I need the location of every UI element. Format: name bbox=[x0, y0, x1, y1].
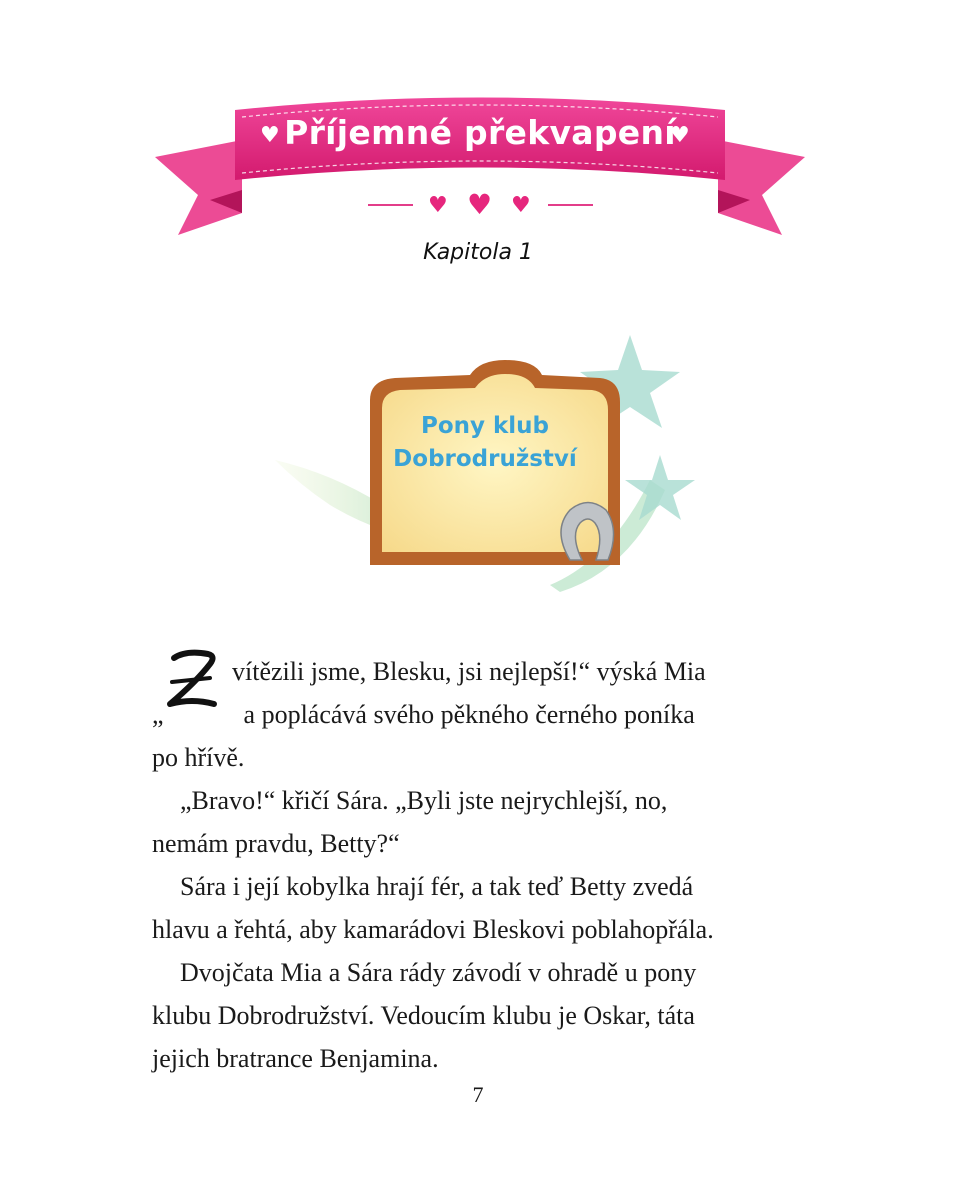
club-sign-illustration bbox=[270, 330, 710, 600]
paragraph-line: Sára i její kobylka hrají fér, a tak teď Betty zvedá bbox=[180, 872, 694, 901]
heart-icon: ♥ bbox=[467, 188, 493, 221]
paragraph-line: klubu Dobrodružství. Vedoucím klubu je Oskar, táta bbox=[152, 1001, 695, 1030]
chapter-label: Kapitola 1 bbox=[423, 240, 533, 265]
page-number: 7 bbox=[472, 1082, 484, 1107]
sign-line-1: Pony klub bbox=[420, 413, 550, 439]
chapter-title: Příjemné překvapení bbox=[284, 113, 676, 152]
paragraph-line: hlavu a řehtá, aby kamarádovi Bleskovi poblahopřála. bbox=[152, 915, 714, 944]
heart-icon: ♥ bbox=[260, 123, 280, 148]
paragraph-line: vítězili jsme, Blesku, jsi nejlepší!“ výská Mia bbox=[232, 657, 706, 686]
paragraph-line: po hřívě. bbox=[152, 743, 245, 772]
paragraph-line bbox=[152, 693, 695, 736]
sign-line-2: Dobrodružství bbox=[393, 446, 577, 472]
line-text: a poplácává svého pěkného černého poníka bbox=[243, 700, 695, 729]
paragraph-line: jejich bratrance Benjamina. bbox=[152, 1044, 439, 1073]
divider-line bbox=[368, 204, 413, 206]
divider-line bbox=[548, 204, 593, 206]
dropcap-char: Z bbox=[152, 642, 153, 643]
hearts-divider bbox=[368, 190, 593, 220]
chapter-ribbon bbox=[150, 95, 810, 245]
quote-mark: „ bbox=[152, 700, 164, 729]
heart-icon: ♥ bbox=[511, 193, 531, 218]
paragraph-line: Dvojčata Mia a Sára rády závodí v ohradě u pony bbox=[180, 958, 697, 987]
sign-text bbox=[370, 410, 600, 476]
heart-icon: ♥ bbox=[670, 123, 690, 148]
paragraph-line: nemám pravdu, Betty?“ bbox=[152, 829, 400, 858]
paragraph-line: „Bravo!“ křičí Sára. „Byli jste nejrychlejší, no, bbox=[180, 786, 668, 815]
heart-icon: ♥ bbox=[428, 193, 448, 218]
